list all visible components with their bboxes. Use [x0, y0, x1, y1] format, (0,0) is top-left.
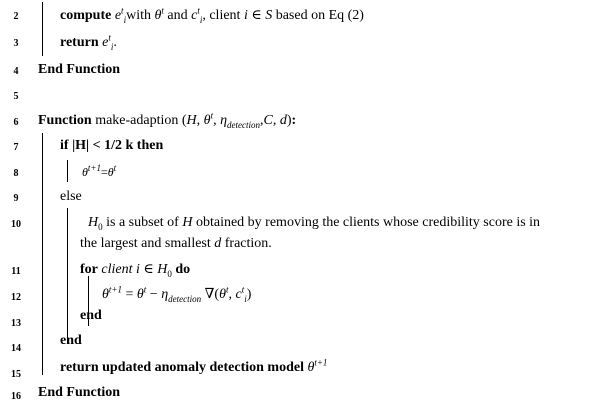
else-keyword: else — [60, 189, 82, 204]
return-keyword: return — [60, 35, 99, 50]
line-12: $\theta^{t+1} = \theta^t - \eta_{detection}$ $\nabla(\theta^t$, $c^t_i$) — [102, 284, 252, 304]
function-name: make-adaption — [95, 113, 179, 128]
line-number: 15 — [11, 369, 21, 380]
line-2: compute $e^t_iwith$ $\theta^t$ and $c^t_i$, client i ∈ S based on Eq (2) — [60, 5, 364, 25]
block-bar — [42, 2, 43, 56]
line-number: 2 — [13, 11, 19, 22]
line-number: 8 — [13, 168, 19, 179]
end-function: End Function — [38, 385, 121, 400]
line-11: for client i ∈ $H_0$ do — [80, 262, 191, 279]
line-number: 13 — [11, 318, 21, 329]
line-10-a: $H_0$ is a subset of H obtained by removing the clients whose credibility score is in — [88, 215, 541, 232]
line-10-b: the largest and smallest d fraction. — [80, 236, 272, 251]
line-15: return updated anomaly detection model $\theta^{t+1}$ — [60, 357, 328, 375]
line-number: 14 — [11, 343, 21, 354]
line-7: if |H| < 1/2 k then — [60, 138, 164, 153]
line-number: 9 — [13, 193, 19, 204]
block-bar — [67, 160, 68, 182]
line-6: Function make-adaption (H, $\theta^t$, $\eta_{detection},C$, d): — [38, 110, 297, 130]
line-number: 16 — [11, 391, 21, 402]
line-number: 3 — [13, 38, 19, 49]
line-number: 11 — [11, 266, 21, 277]
compute-keyword: compute — [60, 8, 112, 23]
line-number: 12 — [11, 292, 21, 303]
end-keyword: end — [60, 333, 82, 348]
function-keyword: Function — [38, 113, 92, 128]
line-number: 7 — [13, 142, 19, 153]
end-keyword: end — [80, 308, 102, 323]
block-bar — [67, 208, 68, 344]
line-number: 5 — [13, 91, 19, 102]
line-3: return $e^t_i$. — [60, 32, 117, 52]
block-bar — [42, 133, 43, 375]
line-number: 10 — [11, 219, 21, 230]
line-number: 6 — [13, 117, 19, 128]
line-8: $\theta^{t+1}=\theta^t$ — [82, 163, 117, 179]
line-number: 4 — [13, 66, 19, 77]
end-function: End Function — [38, 62, 121, 77]
